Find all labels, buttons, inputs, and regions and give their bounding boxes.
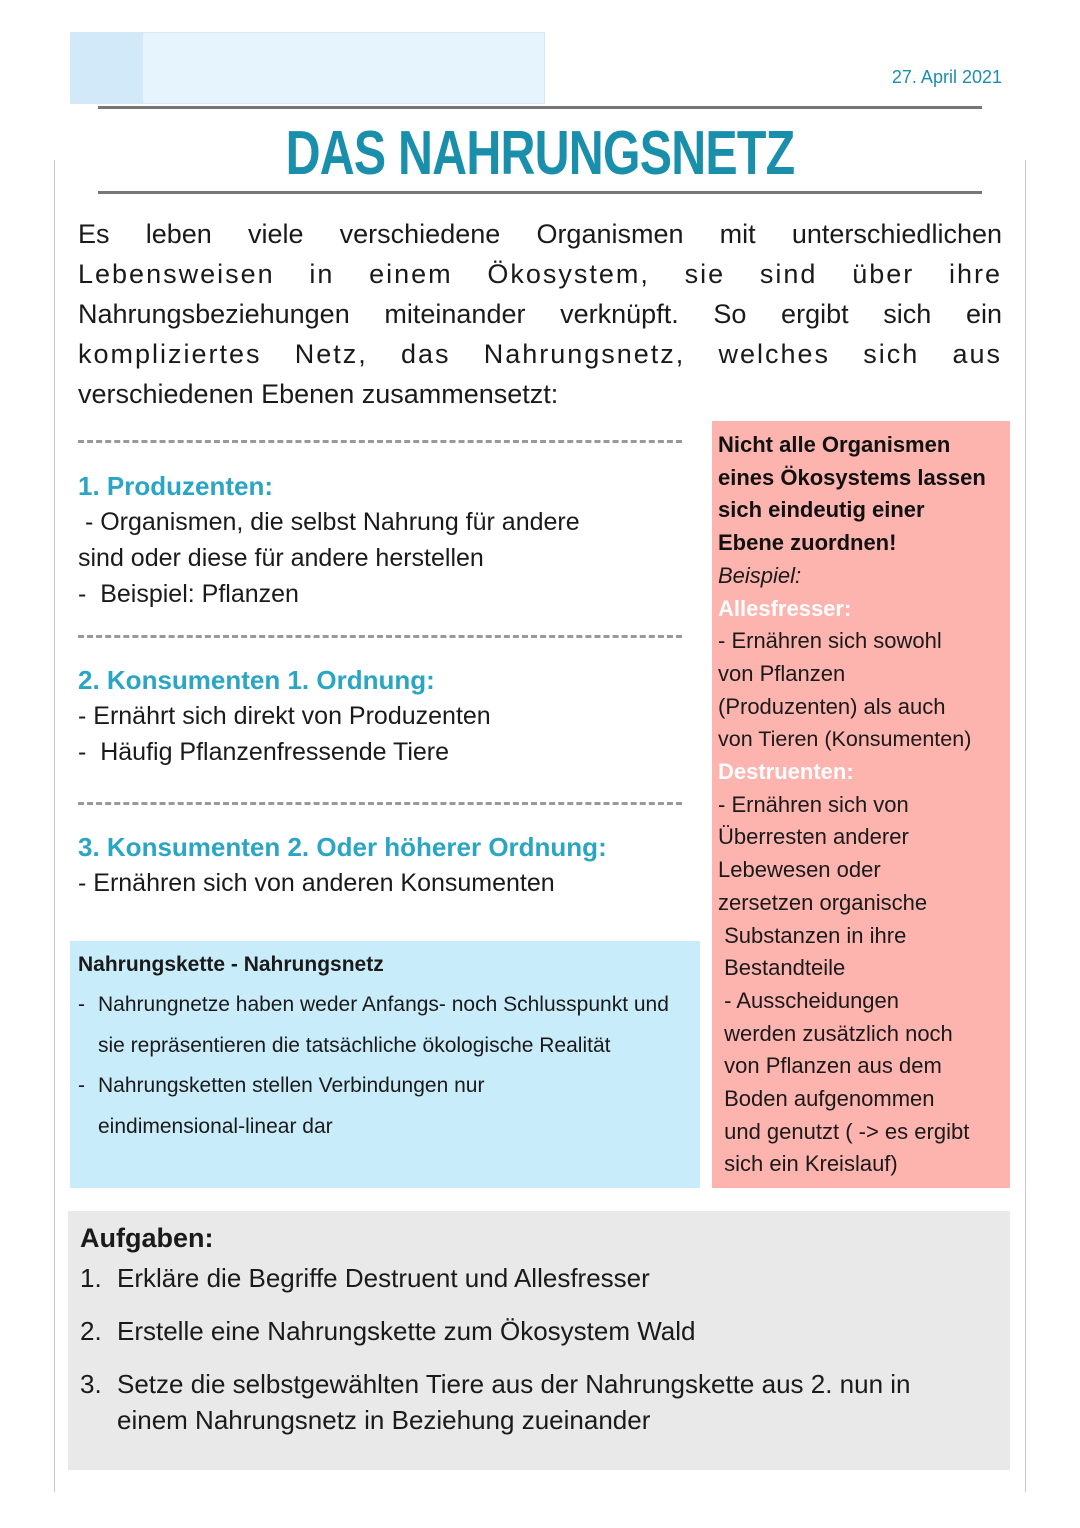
intro-line: Es leben viele verschiedene Organismen mit unterschiedlichen [78,219,1002,249]
note-line: werden zusätzlich noch [718,1020,953,1046]
tasks-heading: Aufgaben: [80,1223,214,1253]
note-line: und genutzt ( -> es ergibt [718,1118,970,1144]
title-rule-bottom [98,191,982,194]
section-line: - Organismen, die selbst Nahrung für andere [78,508,580,536]
note-box [712,421,1010,1188]
date: 27. April 2021 [891,67,1002,87]
note-heading-line: sich eindeutig einer [718,497,925,523]
tasks-box [68,1211,1010,1470]
task-item: 3. Setze die selbstgewählten Tiere aus der Nahrungskette aus 2. nun in einem Nahrungsnetz in Beziehung zueinander [80,1366,998,1438]
note-heading-line: eines Ökosystems lassen [718,464,986,490]
section-heading: 2. Konsumenten 1. Ordnung: [78,665,435,695]
note-line: Lebewesen oder [718,857,881,883]
section-line: - Ernähren sich von anderen Konsumenten [78,869,555,897]
note-line: Bestandteile [718,955,846,981]
note-line: (Produzenten) als auch [718,693,946,719]
note-line: von Pflanzen aus dem [718,1053,942,1079]
note-line: Substanzen in ihre [718,922,907,948]
intro-line: verschiedenen Ebenen zusammensetzt: [78,379,559,409]
title-rule-top [98,106,982,109]
list-item-text: Nahrungsketten stellen Verbindungen nur eindimensional-linear dar [98,1074,485,1138]
box-heading: Nahrungskette - Nahrungsnetz [78,953,384,976]
page-title: DAS NAHRUNGSNETZ [285,119,795,188]
note-line: zersetzen organische [718,889,928,915]
intro-line: kompliziertes Netz, das Nahrungsnetz, welches sich aus [78,339,1002,369]
intro-line: Lebensweisen in einem Ökosystem, sie sind über ihre [78,259,1002,289]
chain-vs-net-box [70,941,700,1188]
list-item-text: Nahrungnetze haben weder Anfangs- noch Schlusspunkt und sie repräsentieren die tatsächliche ökologische Realität [98,993,669,1057]
header-banner [70,32,545,104]
section-heading: 1. Produzenten: [78,471,274,501]
section-line: sind oder diese für andere herstellen [78,544,484,572]
note-line: Boden aufgenommen [718,1086,935,1112]
intro-paragraph [78,214,1002,414]
note-line: Überresten anderer [718,824,909,850]
intro-line: Nahrungsbeziehungen miteinander verknüpft. So ergibt sich ein [78,299,1002,329]
header-banner-accent [71,33,143,103]
section-line: - Ernährt sich direkt von Produzenten [78,702,491,730]
divider [78,440,682,443]
note-line: - Ernähren sich von [718,791,909,817]
note-heading-line: Nicht alle Organismen [718,432,951,457]
section-producers [78,468,688,612]
page-border-right [1025,160,1026,1492]
task-text: Erstelle eine Nahrungskette zum Ökosystem Wald [117,1316,696,1346]
decomposer-label: Destruenten: [718,759,854,785]
divider [78,802,682,805]
section-heading: 3. Konsumenten 2. Oder höherer Ordnung: [78,832,607,862]
note-line: von Pflanzen [718,660,846,686]
note-line: sich ein Kreislauf) [718,1151,898,1177]
list-item: - Nahrungnetze haben weder Anfangs- noch Schlusspunkt und sie repräsentieren die tatsächliche ökologische Realität [78,985,692,1066]
section-line: - Häufig Pflanzenfressende Tiere [78,738,450,766]
divider [78,635,682,638]
task-item: 1. Erkläre die Begriffe Destruent und Allesfresser [80,1260,998,1296]
note-heading-line: Ebene zuordnen! [718,530,897,556]
page-border-left [54,160,55,1492]
list-item: - Nahrungsketten stellen Verbindungen nur eindimensional-linear dar [78,1066,692,1147]
note-line: von Tieren (Konsumenten) [718,727,972,752]
section-secondary-consumers [78,829,688,901]
section-primary-consumers [78,662,688,770]
task-text: Setze die selbstgewählten Tiere aus der Nahrungskette aus 2. nun in einem Nahrungsnetz in Beziehung zueinander [117,1369,911,1435]
example-label: Beispiel: [718,562,802,588]
note-line: - Ernähren sich sowohl [718,628,942,654]
task-item: 2. Erstelle eine Nahrungskette zum Ökosystem Wald [80,1313,998,1349]
note-line: - Ausscheidungen [718,987,900,1013]
omnivore-label: Allesfresser: [718,595,852,621]
decomposer-lines [718,789,1004,1181]
task-text: Erkläre die Begriffe Destruent und Allesfresser [117,1263,650,1293]
section-line: - Beispiel: Pflanzen [78,580,299,608]
